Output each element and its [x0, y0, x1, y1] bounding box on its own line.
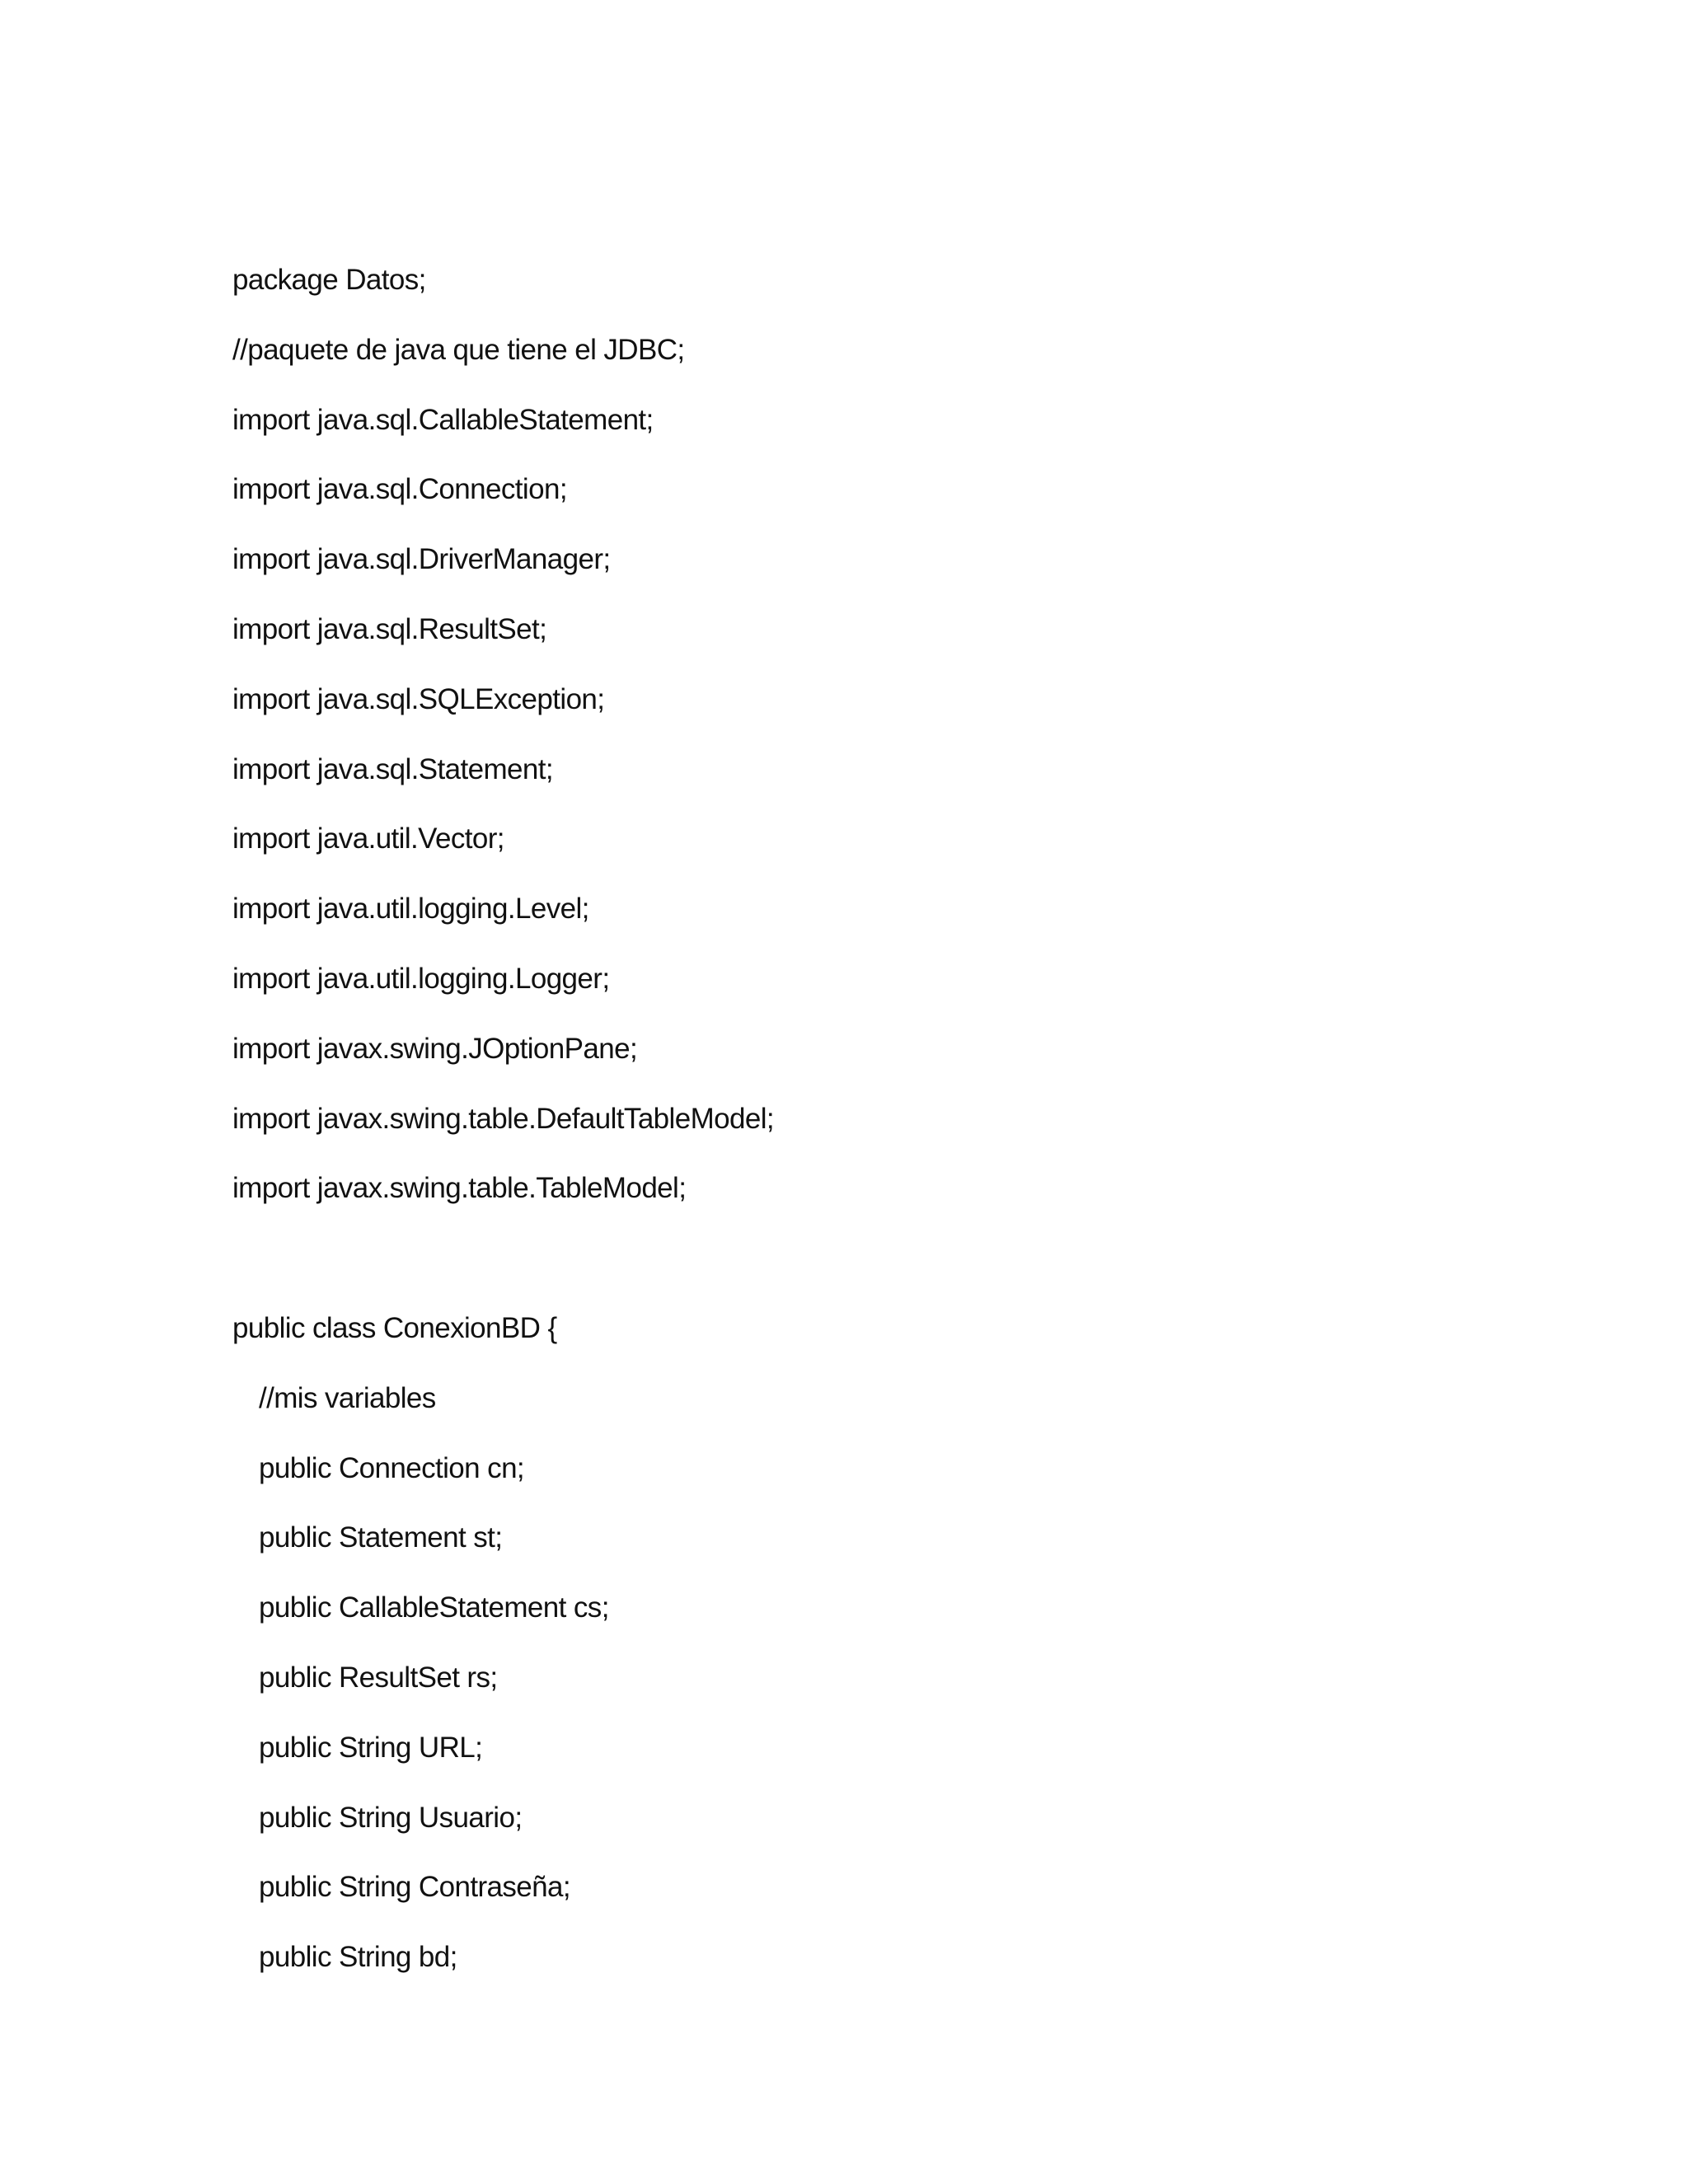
blank-line — [232, 1238, 774, 1308]
code-line: import java.util.logging.Logger; — [232, 962, 610, 995]
code-listing — [232, 260, 774, 2007]
code-line: package Datos; — [232, 264, 426, 296]
code-line: import javax.swing.table.TableModel; — [232, 1172, 687, 1205]
code-line: import java.sql.ResultSet; — [232, 612, 547, 645]
code-line: import javax.swing.JOptionPane; — [232, 1032, 638, 1065]
field-declaration-line: public String URL; — [259, 1731, 483, 1764]
code-line: import java.sql.DriverManager; — [232, 543, 611, 576]
class-declaration-line: public class ConexionBD { — [232, 1311, 557, 1344]
code-line: import java.sql.SQLException; — [232, 682, 605, 715]
code-line: import java.sql.Statement; — [232, 752, 554, 785]
field-declaration-line: public String Usuario; — [259, 1801, 523, 1834]
code-comment-line: //paquete de java que tiene el JDBC; — [232, 333, 685, 366]
code-line: import java.util.Vector; — [232, 823, 504, 855]
code-comment-line: //mis variables — [259, 1381, 436, 1414]
field-declaration-line: public Statement st; — [259, 1521, 503, 1554]
code-line: import java.sql.Connection; — [232, 473, 567, 506]
code-line: import javax.swing.table.DefaultTableModel; — [232, 1102, 775, 1135]
field-declaration-line: public String bd; — [259, 1941, 457, 1974]
code-line: import java.util.logging.Level; — [232, 893, 589, 926]
field-declaration-line: public Connection cn; — [259, 1451, 525, 1484]
field-declaration-line: public CallableStatement cs; — [259, 1591, 609, 1624]
field-declaration-line: public String Contraseña; — [259, 1871, 570, 1904]
field-declaration-line: public ResultSet rs; — [259, 1661, 498, 1694]
code-line: import java.sql.CallableStatement; — [232, 403, 654, 436]
